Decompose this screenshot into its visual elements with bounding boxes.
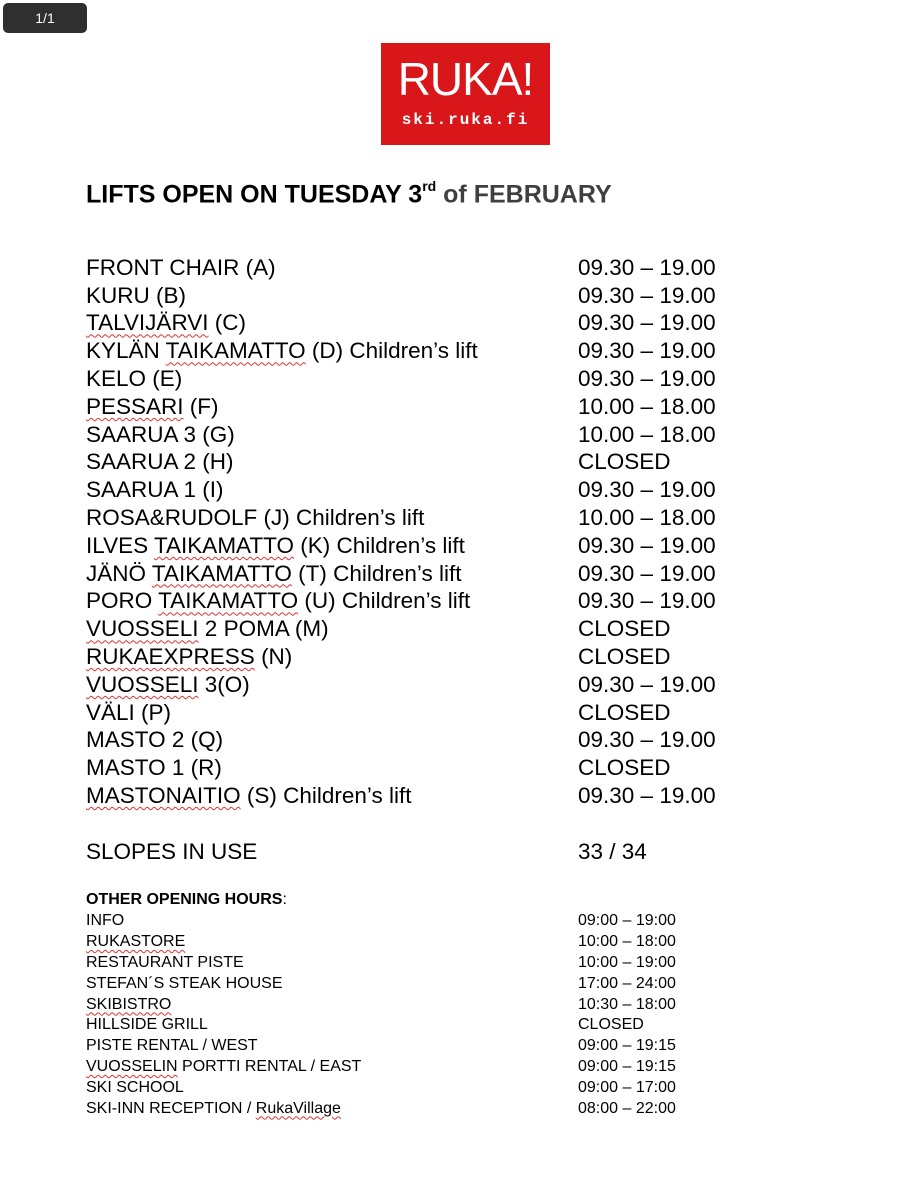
lift-row-hours: 09.30 – 19.00 <box>578 477 716 503</box>
slopes-label: SLOPES IN USE <box>86 838 258 864</box>
lift-row-name <box>86 672 578 698</box>
spellcheck-word: MASTONAITIO <box>86 783 241 809</box>
name-text: 3(O) <box>198 671 250 697</box>
lift-row-hours: 09.30 – 19.00 <box>578 254 716 280</box>
lift-row <box>86 560 786 588</box>
lift-row-hours: 10.00 – 18.00 <box>578 505 716 531</box>
lift-row-hours: 09.30 – 19.00 <box>578 588 716 614</box>
service-row-hours: 08:00 – 22:00 <box>578 1099 676 1117</box>
spellcheck-word: TAIKAMATTO <box>158 588 299 614</box>
service-row-name <box>86 996 578 1014</box>
lift-row-name <box>86 561 578 587</box>
name-text: (F) <box>183 393 219 419</box>
service-row <box>86 1057 786 1078</box>
lift-row <box>86 643 786 671</box>
lift-row-hours: 09.30 – 19.00 <box>578 727 716 753</box>
name-text: ILVES <box>86 532 154 558</box>
logo-word: RUKA! <box>397 53 534 105</box>
service-row-name <box>86 975 578 993</box>
service-row-name <box>86 1037 578 1055</box>
lift-row-name <box>86 338 578 364</box>
lift-row <box>86 671 786 699</box>
service-row-name <box>86 954 578 972</box>
lift-row-hours: CLOSED <box>578 755 671 781</box>
slopes-row <box>86 838 786 866</box>
lift-row-hours: 09.30 – 19.00 <box>578 310 716 336</box>
name-text: INFO <box>86 912 125 930</box>
service-row-name <box>86 1058 578 1076</box>
name-text: ROSA&RUDOLF (J) Children’s lift <box>86 505 425 531</box>
service-row-hours: 17:00 – 24:00 <box>578 974 676 992</box>
name-text: 2 POMA (M) <box>198 616 329 642</box>
lift-row <box>86 727 786 755</box>
lift-row-hours: 10.00 – 18.00 <box>578 421 716 447</box>
name-text: PORO <box>86 588 159 614</box>
lift-row <box>86 504 786 532</box>
name-text: (D) Children’s lift <box>305 338 478 364</box>
other-hours-heading <box>86 889 786 911</box>
name-text: MASTO 1 (R) <box>86 755 222 781</box>
name-text: (C) <box>208 310 247 336</box>
service-row-name <box>86 1016 578 1034</box>
service-row-hours: 10:00 – 19:00 <box>578 953 676 971</box>
service-row-hours: 09:00 – 19:15 <box>578 1037 676 1055</box>
name-text: JÄNÖ <box>86 560 152 586</box>
lift-row-name <box>86 310 578 336</box>
lift-row-name <box>86 505 578 531</box>
service-row-name <box>86 933 578 951</box>
lift-row-hours: CLOSED <box>578 616 671 642</box>
name-text: (K) Children’s lift <box>293 532 465 558</box>
lift-row <box>86 782 786 810</box>
lift-row-name <box>86 394 578 420</box>
service-row <box>86 1036 786 1057</box>
lift-row-name <box>86 449 578 475</box>
slopes-value: 33 / 34 <box>578 838 647 864</box>
service-row-hours: 09:00 – 17:00 <box>578 1078 676 1096</box>
lift-row-hours: 09.30 – 19.00 <box>578 671 716 697</box>
spellcheck-word: TALVIJÄRVI <box>86 310 209 336</box>
lift-row <box>86 421 786 449</box>
title-main: LIFTS OPEN ON TUESDAY 3 <box>86 180 423 209</box>
lift-row <box>86 615 786 643</box>
service-row <box>86 1015 786 1036</box>
lift-row-name <box>86 366 578 392</box>
lift-row-hours: 10.00 – 18.00 <box>578 393 716 419</box>
other-hours-list <box>86 911 786 1119</box>
page-indicator: 1/1 <box>3 3 87 33</box>
lift-row-hours: CLOSED <box>578 699 671 725</box>
lift-row-hours: 09.30 – 19.00 <box>578 532 716 558</box>
name-text: VÄLI (P) <box>86 699 172 725</box>
ruka-logo <box>381 43 550 145</box>
service-row-hours: 09:00 – 19:00 <box>578 912 676 930</box>
other-hours-title: OTHER OPENING HOURS <box>86 891 283 908</box>
spellcheck-word: VUOSSELIN <box>86 1057 178 1075</box>
name-text: STEFAN´S STEAK HOUSE <box>86 974 283 992</box>
service-row <box>86 973 786 994</box>
lift-row <box>86 282 786 310</box>
spellcheck-word: RUKASTORE <box>86 933 186 951</box>
page-title <box>86 180 612 209</box>
spellcheck-word: SKIBISTRO <box>86 995 172 1013</box>
lift-row-name <box>86 422 578 448</box>
name-text: (T) Children’s lift <box>291 560 462 586</box>
lift-row-hours: 09.30 – 19.00 <box>578 282 716 308</box>
lift-row-name <box>86 644 578 670</box>
lift-list <box>86 254 786 810</box>
other-opening-hours <box>86 889 786 1119</box>
service-row-name <box>86 912 578 930</box>
lift-row <box>86 754 786 782</box>
service-row-hours: 10:30 – 18:00 <box>578 995 676 1013</box>
lift-row <box>86 532 786 560</box>
lift-row <box>86 476 786 504</box>
lift-row-name <box>86 533 578 559</box>
spellcheck-word: TAIKAMATTO <box>151 560 292 586</box>
lift-row-hours: 09.30 – 19.00 <box>578 366 716 392</box>
lift-row <box>86 393 786 421</box>
lift-row <box>86 588 786 616</box>
name-text: SAARUA 2 (H) <box>86 449 234 475</box>
name-text: FRONT CHAIR (A) <box>86 254 276 280</box>
service-row <box>86 953 786 974</box>
name-text: (N) <box>254 644 293 670</box>
name-text: SKI SCHOOL <box>86 1078 184 1096</box>
service-row-hours: 09:00 – 19:15 <box>578 1057 676 1075</box>
lift-row-name <box>86 477 578 503</box>
name-text: SAARUA 3 (G) <box>86 421 235 447</box>
spellcheck-word: TAIKAMATTO <box>153 532 294 558</box>
lift-row <box>86 254 786 282</box>
lift-row-name <box>86 255 578 281</box>
title-ordinal: rd <box>422 178 437 194</box>
lift-row-name <box>86 700 578 726</box>
spellcheck-word: RukaVillage <box>255 1099 341 1117</box>
service-row <box>86 1077 786 1098</box>
service-row <box>86 911 786 932</box>
lift-row-hours: 09.30 – 19.00 <box>578 338 716 364</box>
lift-row <box>86 699 786 727</box>
title-of: of <box>436 180 474 209</box>
lift-row-hours: 09.30 – 19.00 <box>578 783 716 809</box>
lift-row-hours: 09.30 – 19.00 <box>578 560 716 586</box>
service-row-name <box>86 1100 578 1118</box>
spellcheck-word: VUOSSELI <box>86 616 199 642</box>
spellcheck-word: TAIKAMATTO <box>165 338 306 364</box>
name-text: RESTAURANT PISTE <box>86 953 244 971</box>
name-text: KURU (B) <box>86 282 186 308</box>
service-row <box>86 994 786 1015</box>
lift-row <box>86 365 786 393</box>
name-text: KELO (E) <box>86 366 183 392</box>
service-row-name <box>86 1079 578 1097</box>
name-text: KYLÄN <box>86 338 166 364</box>
service-row <box>86 1098 786 1119</box>
title-month: FEBRUARY <box>473 180 612 209</box>
name-text: PORTTI RENTAL / EAST <box>177 1057 362 1075</box>
name-text: (U) Children’s lift <box>298 588 471 614</box>
lift-row-name <box>86 755 578 781</box>
other-hours-colon: : <box>282 891 287 908</box>
service-row-hours: 10:00 – 18:00 <box>578 933 676 951</box>
lift-row <box>86 449 786 477</box>
spellcheck-word: VUOSSELI <box>86 671 199 697</box>
name-text: HILLSIDE GRILL <box>86 1016 208 1034</box>
name-text: (S) Children’s lift <box>240 783 412 809</box>
lift-row-hours: CLOSED <box>578 644 671 670</box>
name-text: PISTE RENTAL / WEST <box>86 1037 258 1055</box>
spellcheck-word: RUKAEXPRESS <box>86 644 255 670</box>
lift-row-name <box>86 588 578 614</box>
logo-url: ski.ruka.fi <box>401 111 530 129</box>
name-text: MASTO 2 (Q) <box>86 727 224 753</box>
lift-row-name <box>86 783 578 809</box>
lift-row-name <box>86 616 578 642</box>
service-row-hours: CLOSED <box>578 1016 644 1034</box>
name-text: SAARUA 1 (I) <box>86 477 224 503</box>
lift-row-hours: CLOSED <box>578 449 671 475</box>
spellcheck-word: PESSARI <box>86 393 184 419</box>
name-text: SKI-INN RECEPTION / <box>86 1099 256 1117</box>
service-row <box>86 932 786 953</box>
lift-row-name <box>86 727 578 753</box>
lift-row-name <box>86 283 578 309</box>
lift-row <box>86 310 786 338</box>
lift-row <box>86 337 786 365</box>
